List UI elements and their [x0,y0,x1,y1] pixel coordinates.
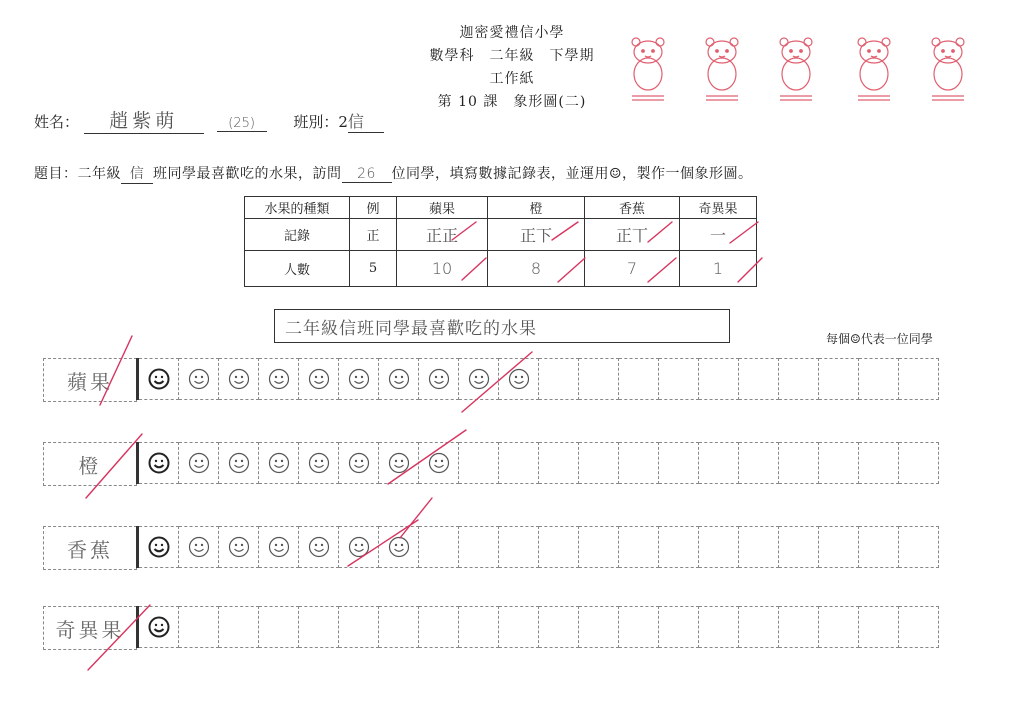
pictograph-cell [859,526,899,568]
smiley-icon [228,368,250,390]
student-info [34,106,384,134]
smiley-icon [188,536,210,558]
pictograph-cell [819,442,859,484]
hamster-stamp-icon [926,34,970,104]
pictograph-cell [579,606,619,648]
pictograph-cell [699,442,739,484]
smiley-icon [188,368,210,390]
pictograph-row-label: 橙 [43,442,137,486]
pictograph-cell [459,442,499,484]
smiley-icon [228,536,250,558]
smiley-icon [508,368,530,390]
pictograph-cell [539,526,579,568]
pictograph-cell [579,358,619,400]
pictograph-cell [659,526,699,568]
pictograph-cell [339,442,379,484]
pictograph-row-label: 奇異果 [43,606,137,650]
record-header-cell: 奇異果 [680,197,757,219]
hamster-stamp-icon [626,34,670,104]
pictograph-cell [779,606,819,648]
question-count-fill: 26 [342,166,392,183]
pictograph-cell [419,526,459,568]
pictograph-cell [619,442,659,484]
pictograph-cell [459,358,499,400]
pictograph-cell [539,358,579,400]
pictograph-cell [739,442,779,484]
smiley-icon [428,452,450,474]
sheet-title: 工作紙 [489,71,535,87]
pictograph-cell [419,442,459,484]
pictograph-cell [459,606,499,648]
hamster-stamp-icon [700,34,744,104]
count-label: 人數 [245,251,350,287]
pictograph-cell [259,442,299,484]
pictograph-cell [299,526,339,568]
pictograph-cell [739,358,779,400]
record-header-cell: 蘋果 [397,197,488,219]
pictograph-cell [619,526,659,568]
pictograph-cell [899,606,939,648]
smiley-icon [428,368,450,390]
pictograph-cell [179,526,219,568]
smiley-icon [468,368,490,390]
pictograph-cell [379,358,419,400]
pictograph-cell [179,606,219,648]
pictograph-row [139,526,939,568]
name-value: 趙紫萌 [84,106,204,134]
pictograph-cell [259,606,299,648]
smiley-icon [308,452,330,474]
pictograph-cell [299,606,339,648]
hamster-stamp-icon [852,34,896,104]
pictograph-cell [379,526,419,568]
pictograph-cell [419,606,459,648]
count-cell: 8 [488,251,585,287]
pictograph-cell [419,358,459,400]
smiley-icon [348,536,370,558]
school-name: 迦密愛禮信小學 [459,25,565,41]
pictograph-cell [739,606,779,648]
tally-cell: 正下 [488,219,585,251]
pictograph-cell [139,442,179,484]
pictograph-cell [499,358,539,400]
count-cell: 10 [397,251,488,287]
pictograph-row-label: 香蕉 [43,526,137,570]
pictograph-row [139,442,939,484]
pictograph-cell [259,526,299,568]
pictograph-cell [499,526,539,568]
pictograph-cell [779,526,819,568]
pictograph-row [139,358,939,400]
pictograph-cell [219,358,259,400]
tally-label: 記錄 [245,219,350,251]
smiley-icon [148,368,170,390]
pictograph-cell [699,606,739,648]
pictograph-cell [859,442,899,484]
count-cell: 5 [350,251,397,287]
pictograph-row [139,606,939,648]
name-label: 姓名： [34,113,80,131]
student-number: (25) [217,116,267,132]
pictograph-cell [339,358,379,400]
record-header-cell: 橙 [488,197,585,219]
pictograph-cell [339,606,379,648]
pictograph-cell [499,606,539,648]
pictograph-title: 二年級信班同學最喜歡吃的水果 [274,309,730,343]
tally-cell: 正正 [397,219,488,251]
pictograph-cell [139,358,179,400]
pictograph-cell [579,442,619,484]
smiley-icon [348,452,370,474]
pictograph-cell [539,442,579,484]
record-header-cell: 香蕉 [585,197,680,219]
pictograph-cell [699,526,739,568]
smiley-icon [268,536,290,558]
pictograph-cell [659,442,699,484]
pictograph-cell [779,358,819,400]
pictograph-row-label: 蘋果 [43,358,137,402]
pictograph-cell [299,358,339,400]
lesson-title: 第 10 課 象形圖(二) [437,94,587,110]
pictograph-cell [219,526,259,568]
smiley-icon [388,368,410,390]
pictograph-cell [859,606,899,648]
smiley-icon [148,616,170,638]
tally-cell: 正 [350,219,397,251]
pictograph-cell [899,526,939,568]
record-header-cell: 水果的種類 [245,197,350,219]
question-part1: 題目：二年級 [34,166,121,182]
smiley-icon [148,452,170,474]
smiley-icon [388,452,410,474]
pictograph-cell [179,442,219,484]
pictograph-legend: 每個☺代表一位同學 [826,332,933,346]
tally-cell: 一 [680,219,757,251]
smiley-icon [388,536,410,558]
smiley-icon [148,536,170,558]
smiley-icon [268,452,290,474]
question-text [34,163,753,184]
smiley-icon [188,452,210,474]
question-class-fill: 信 [121,163,153,184]
tally-cell: 正丅 [585,219,680,251]
pictograph-cell [899,442,939,484]
pictograph-cell [219,442,259,484]
count-cell: 7 [585,251,680,287]
pictograph-cell [379,442,419,484]
pictograph-cell [699,358,739,400]
question-part3: 位同學，填寫數據記錄表，並運用☺，製作一個象形圖。 [391,166,753,182]
count-cell: 1 [680,251,757,287]
pictograph-cell [179,358,219,400]
smiley-icon [228,452,250,474]
pictograph-cell [619,358,659,400]
smiley-icon [268,368,290,390]
question-part2: 班同學最喜歡吃的水果，訪問 [153,166,342,182]
smiley-icon [348,368,370,390]
smiley-icon [308,536,330,558]
pictograph-cell [219,606,259,648]
pictograph-cell [539,606,579,648]
subject-line: 數學科 二年級 下學期 [429,48,595,64]
pictograph-cell [379,606,419,648]
pictograph-cell [499,442,539,484]
pictograph-cell [619,606,659,648]
record-header-row [245,197,757,219]
record-header-cell: 例 [350,197,397,219]
pictograph-cell [139,606,179,648]
pictograph-cell [259,358,299,400]
hamster-stamp-icon [774,34,818,104]
pictograph-cell [739,526,779,568]
pictograph-cell [819,606,859,648]
pictograph-cell [819,358,859,400]
pictograph-cell [659,358,699,400]
pictograph-cell [779,442,819,484]
pictograph-cell [859,358,899,400]
pictograph-cell [899,358,939,400]
record-tally-row [245,219,757,251]
pictograph-cell [659,606,699,648]
pictograph-cell [299,442,339,484]
pictograph-cell [579,526,619,568]
record-count-row [245,251,757,287]
smiley-icon [308,368,330,390]
class-value: 信 [348,109,384,133]
pictograph-cell [819,526,859,568]
record-table [244,196,757,287]
pictograph-cell [339,526,379,568]
pictograph-cell [459,526,499,568]
pictograph-cell [139,526,179,568]
class-label: 班別：2 [293,113,348,131]
